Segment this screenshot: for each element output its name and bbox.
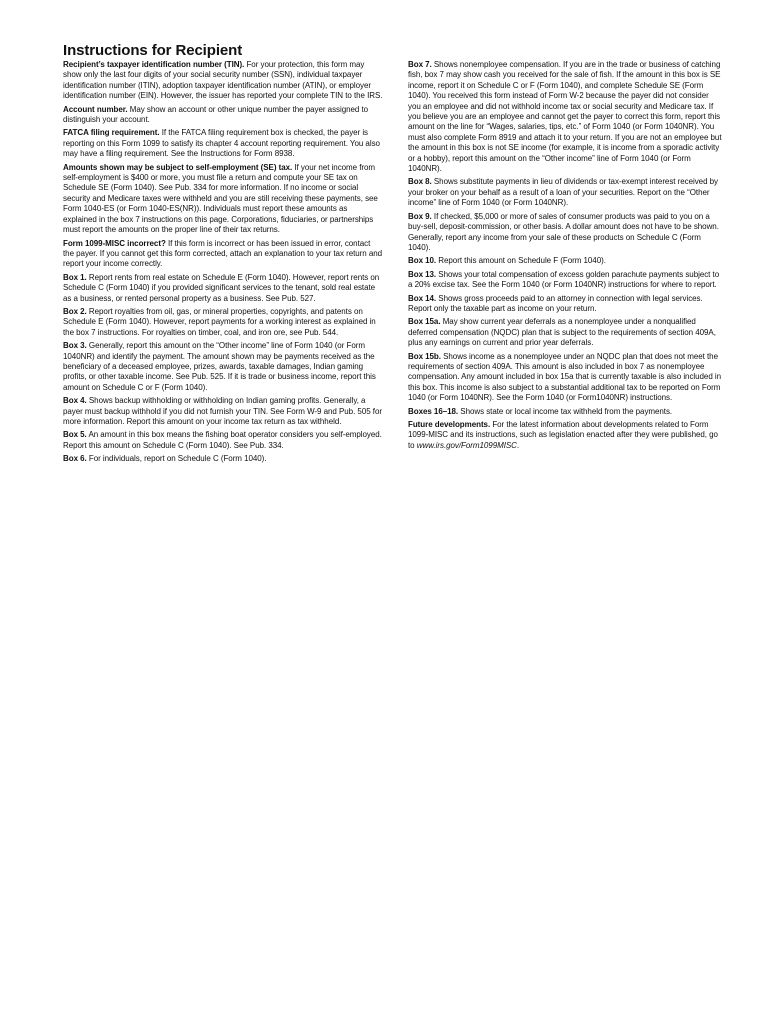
paragraph-recipient-tin (63, 60, 383, 102)
paragraph-heading: Box 7. (408, 60, 432, 69)
paragraph-body: Report royalties from oil, gas, or mineral properties, copyrights, and patents on Schedule E (Form 1040). However, report payments for a working interest as explained in the box 7 instructions. For royalties on timber, coal, and iron ore, see Pub. 544. (63, 306, 376, 337)
paragraph-box-7 (408, 60, 723, 174)
paragraph-box-9 (408, 212, 723, 254)
right-column (408, 60, 723, 454)
paragraph-box-2 (63, 307, 383, 338)
paragraph-heading: Box 2. (63, 306, 87, 316)
paragraph-box-14 (408, 294, 723, 315)
irs-link[interactable]: www.irs.gov/Form1099MISC (416, 440, 517, 450)
paragraph-boxes-16-18 (408, 407, 723, 417)
paragraph-heading: Box 4. (63, 396, 87, 406)
paragraph-body: Shows gross proceeds paid to an attorney in connection with legal services. Report only the taxable part as income on your return. (408, 293, 703, 313)
paragraph-body: Shows income as a nonemployee under an NQDC plan that does not meet the requirements of section 409A. This amount is also included in box 7 as nonemployee compensation. Any amount included in box 15a that is currently taxable is also included in this box. This income is also subject to a substantial additional tax to be reported on Form 1040 (or Form 1040NR). See the Form 1040 (or Form1040NR) instructions. (408, 351, 722, 403)
paragraph-box-5 (63, 430, 383, 451)
paragraph-body: If the FATCA filing requirement box is checked, the payer is reporting on this Form 1099 to satisfy its chapter 4 account reporting requirement. You also may have a filing requirement. See the Instructions for Form 8938. (63, 128, 380, 159)
paragraph-body: Shows backup withholding or withholding on Indian gaming profits. Generally, a payer must backup withhold if you did not furnish your TIN. See Form W-9 and Pub. 505 for more information. Report this amount on your income tax return as tax withheld. (63, 396, 382, 426)
paragraph-body: An amount in this box means the fishing boat operator considers you self-employed. Report this amount on Schedule C (Form 1040). See Pub. 334. (63, 430, 382, 450)
paragraph-heading: Box 10. (408, 256, 437, 266)
paragraph-box-1 (63, 273, 383, 304)
paragraph-heading: Account number. (63, 104, 128, 114)
paragraph-box-3 (63, 341, 383, 393)
paragraph-se-tax (63, 163, 383, 236)
paragraph-box-13 (408, 270, 723, 291)
paragraph-heading: FATCA filing requirement. (63, 128, 160, 138)
paragraph-box-6 (63, 454, 383, 464)
paragraph-heading: Box 15b. (408, 351, 441, 361)
paragraph-body: If this form is incorrect or has been issued in error, contact the payer. If you cannot get this form corrected, attach an explanation to your tax return and report your income correctly. (63, 238, 383, 269)
paragraph-body: Report this amount on Schedule F (Form 1040). (436, 256, 606, 266)
paragraph-body: Report rents from real estate on Schedule E (Form 1040). However, report rents on Schedule C (Form 1040) if you provided significant services to the tenant, sold real estate as a business, or rented personal property as a business. See Pub. 527. (63, 272, 380, 303)
paragraph-heading: Box 14. (408, 293, 437, 303)
paragraph-box-8 (408, 177, 723, 208)
paragraph-box-10 (408, 256, 723, 266)
left-column (63, 60, 383, 468)
page-title: Instructions for Recipient (63, 42, 243, 59)
paragraph-body: Shows state or local income tax withheld from the payments. (458, 406, 673, 416)
paragraph-box-15b (408, 352, 723, 404)
paragraph-heading: Future developments. (408, 420, 491, 429)
paragraph-body: For your protection, this form may show only the last four digits of your social security number (SSN), individual taxpayer identification number (ITIN), adoption taxpayer identification number (ATIN), or employer identification number (EIN). However, the issuer has reported your complete TIN to the IRS. (63, 60, 383, 101)
paragraph-fatca (63, 128, 383, 159)
paragraph-body: If your net income from self-employment is $400 or more, you must file a return and compute your SE tax on Schedule SE (Form 1040). See Pub. 334 for more information. If no income or social security and Medicare taxes were withheld and you are still receiving these payments, see Form 1040-ES (or Form 1040-ES(NR)). Individuals must report these amounts as explained in the box 7 instructions on this page. Corporations, fiduciaries, or partnerships must report the amounts on the proper line of their tax returns. (63, 162, 378, 235)
paragraph-heading: Box 3. (63, 341, 87, 351)
paragraph-body: May show an account or other unique number the payer assigned to distinguish your account. (63, 104, 369, 125)
paragraph-heading: Form 1099-MISC incorrect? (63, 238, 166, 248)
paragraph-heading: Box 1. (63, 272, 87, 282)
paragraph-heading: Boxes 16–18. (408, 406, 459, 416)
paragraph-heading: Recipient’s taxpayer identification number (TIN). (63, 60, 245, 69)
paragraph-body: Shows nonemployee compensation. If you are in the trade or business of catching fish, box 7 may show cash you received for the sale of fish. If the amount in this box is SE income, report it on Schedule C or F (Form 1040), and complete Schedule SE (Form 1040). You received this form instead of Form W-2 because the payer did not consider you an employee and did not withhold income tax or social security and Medicare tax. If you believe you are an employee and cannot get the payer to correct this form, report this amount on the line for “Wages, salaries, tips, etc.” of Form 1040 (or Form 1040NR). You must also complete Form 8919 and attach it to your return. If you are not an employee but the amount in this box is not SE income (for example, it is income from a sporadic activity or a hobby), report this amount on the “Other income” line of Form 1040 (or Form 1040NR). (408, 60, 722, 174)
paragraph-heading: Box 13. (408, 269, 437, 279)
paragraph-body: For individuals, report on Schedule C (Form 1040). (86, 454, 267, 464)
paragraph-heading: Box 9. (408, 211, 432, 221)
paragraph-heading: Box 15a. (408, 317, 441, 327)
paragraph-tail: . (516, 440, 520, 450)
paragraph-form-incorrect (63, 239, 383, 270)
paragraph-box-4 (63, 396, 383, 427)
paragraph-heading: Amounts shown may be subject to self-employment (SE) tax. (63, 162, 293, 172)
paragraph-box-15a (408, 317, 723, 348)
paragraph-account-number (63, 105, 383, 126)
paragraph-body: May show current year deferrals as a nonemployee under a nonqualified deferred compensation (NQDC) plan that is subject to the requirements of section 409A, plus any earnings on current and prior year deferrals. (408, 317, 716, 348)
paragraph-future-developments (408, 420, 723, 451)
paragraph-body: Shows substitute payments in lieu of dividends or tax-exempt interest received by your broker on your behalf as a result of a loan of your securities. Report on the “Other income” line of Form 1040 (or Form 1040NR). (408, 177, 718, 208)
paragraph-body: Shows your total compensation of excess golden parachute payments subject to a 20% excise tax. See the Form 1040 (or Form 1040NR) instructions for where to report. (408, 269, 720, 290)
paragraph-heading: Box 6. (63, 454, 87, 464)
paragraph-body: If checked, $5,000 or more of sales of consumer products was paid to you on a buy-sell, deposit-commission, or other basis. A dollar amount does not have to be shown. Generally, report any income from your sale of these products on Schedule C (Form 1040). (408, 211, 719, 252)
paragraph-heading: Box 5. (63, 430, 87, 440)
paragraph-body: Generally, report this amount on the “Other income” line of Form 1040 (or Form 1040NR) and identify the payment. The amount shown may be payments received as the beneficiary of a deceased employee, prizes, awards, taxable damages, Indian gaming profits, or other taxable income. See Pub. 525. If it is trade or business income, report this amount on Schedule C or F (Form 1040). (63, 341, 376, 392)
paragraph-body: For the latest information about developments related to Form 1099-MISC and its instructions, such as legislation enacted after they were published, go to (408, 420, 718, 450)
paragraph-heading: Box 8. (408, 177, 432, 187)
